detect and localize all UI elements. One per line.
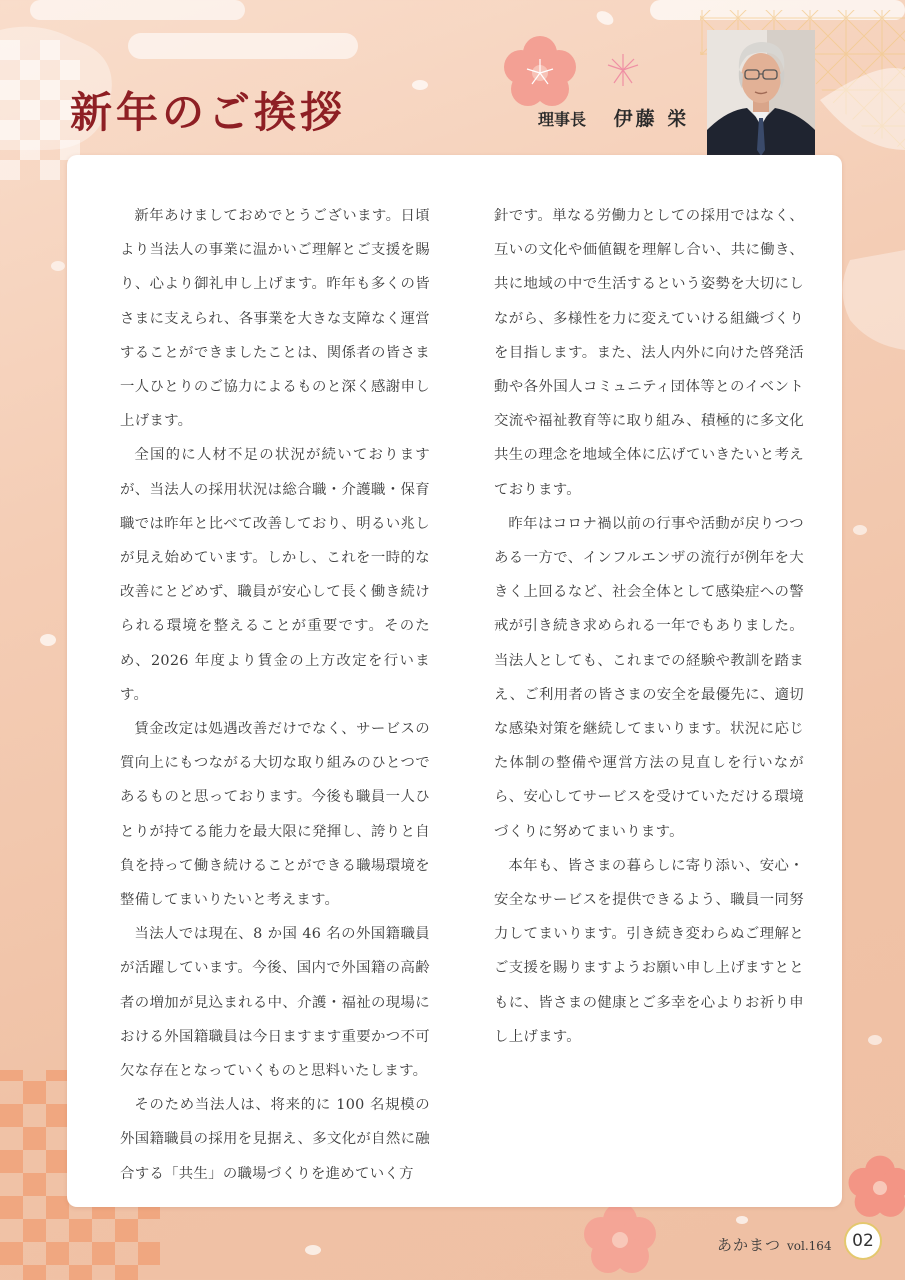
content-card xyxy=(67,155,842,1207)
page-title: 新年のご挨拶 xyxy=(70,88,347,137)
magazine-name: あかまつ xyxy=(717,1236,782,1254)
author-name: 伊藤 栄 xyxy=(613,108,690,130)
text-column-right xyxy=(494,199,804,1054)
paragraph: 賃金改定は処遇改善だけでなく、サービスの質向上にもつながる大切な取り組みのひとつであるものと思っております。今後も職員一人ひとりが持てる能力を最大限に発揮し、誇りと自負を持って働き続けることができる職場環境を整備してまいりたいと考えます。 xyxy=(120,721,430,909)
paragraph: 当法人では現在、8 か国 46 名の外国籍職員が活躍しています。今後、国内で外国籍の高齢者の増加が見込まれる中、介護・福祉の現場における外国籍職員は今日ますます重要かつ不可欠な存在となっていくものと思料いたします。 xyxy=(120,926,430,1080)
paragraph: 本年も、皆さまの暮らしに寄り添い、安心・安全なサービスを提供できるよう、職員一同努力してまいります。引き続き変わらぬご理解とご支援を賜りますようお願い申し上げますとともに、皆さまの健康とご多幸を心よりお祈り申し上げます。 xyxy=(494,857,804,1045)
paragraph: 昨年はコロナ禍以前の行事や活動が戻りつつある一方で、インフルエンザの流行が例年を大きく上回るなど、社会全体として感染症への警戒が引き続き求められる一年でもありました。当法人としても、これまでの経験や教訓を踏まえ、ご利用者の皆さまの安全を最優先に、適切な感染対策を継続してまいります。状況に応じた体制の整備や運営方法の見直しを行いながら、安心してサービスを受けていただける環境づくりに努めてまいります。 xyxy=(494,515,804,840)
volume-number: vol.164 xyxy=(787,1239,832,1253)
plum-blossom-icon xyxy=(845,1148,905,1228)
author-line xyxy=(538,104,689,131)
paragraph: 針です。単なる労働力としての採用ではなく、互いの文化や価値観を理解し合い、共に働き、共に地域の中で生活するという姿勢を大切にしながら、多様性を力に変えていける組織づくりを目指します。また、法人内外に向けた啓発活動や各外国人コミュニティ団体等とのイベント交流や福祉教育等に取り組み、積極的に多文化共生の理念を地域全体に広げていきたいと考えております。 xyxy=(494,208,804,498)
footer xyxy=(717,1234,832,1255)
paragraph: 全国的に人材不足の状況が続いておりますが、当法人の採用状況は総合職・介護職・保育職では昨年と比べて改善しており、明るい兆しが見え始めています。しかし、これを一時的な改善にとどめず、職員が安心して長く働き続けられる環境を整えることが重要です。そのため、2026 年度より賃金の上方改定を行います。 xyxy=(120,447,430,703)
text-column-left xyxy=(120,199,430,1191)
author-role: 理事長 xyxy=(538,110,587,129)
plum-blossom-icon xyxy=(603,50,643,90)
paragraph: 新年あけましておめでとうございます。日頃より当法人の事業に温かいご理解とご支援を賜り、心より御礼申し上げます。昨年も多くの皆さまに支えられ、各事業を大きな支障なく運営することができましたことは、関係者の皆さま一人ひとりのご協力によるものと深く感謝申し上げます。 xyxy=(120,208,430,430)
portrait-photo xyxy=(707,30,815,156)
plum-blossom-icon xyxy=(500,33,580,113)
paragraph: そのため当法人は、将来的に 100 名規模の外国籍職員の採用を見据え、多文化が自然に融合する「共生」の職場づくりを進めていく方 xyxy=(120,1097,430,1182)
page-number: 02 xyxy=(844,1222,882,1260)
plum-blossom-icon xyxy=(580,1200,660,1280)
